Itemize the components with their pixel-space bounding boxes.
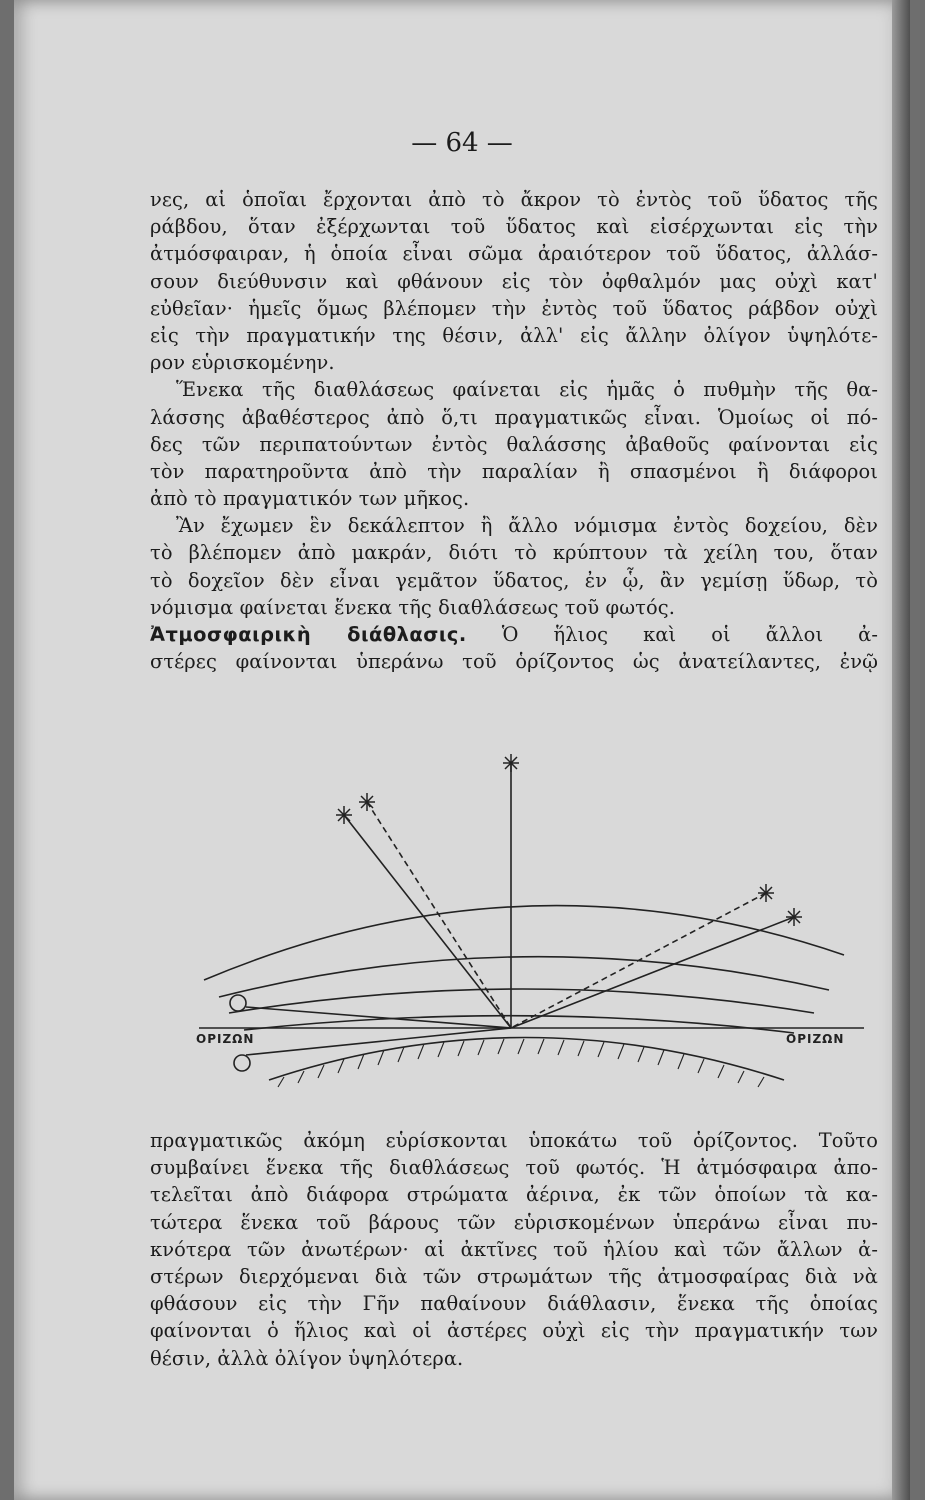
text-line: τελεῖται ἀπὸ διάφορα στρώματα ἀέρινα, ἐκ τῶν ὁποίων τὰ κα- [150, 1183, 878, 1207]
text-line: εἰς τὴν πραγματικήν της θέσιν, ἀλλ' εἰς ἄλλην ὀλίγον ὑψηλότε- [150, 323, 878, 347]
ground-hatching [278, 1039, 764, 1087]
section-heading: Ἀτμοσφαιρικὴ διάθλασις. [150, 623, 467, 646]
sun-true [234, 1055, 250, 1071]
right-apparent-ray [511, 893, 766, 1028]
right-star-true-icon [786, 908, 802, 926]
text-line: φαίνονται ὁ ἥλιος καὶ οἱ ἀστέρες οὐχὶ εἰς τὴν πραγματικήν των [150, 1319, 878, 1343]
stars [336, 754, 802, 926]
sun-ray-upper [246, 1007, 511, 1028]
text-line: λάσσης ἀβαθέστερος ἀπὸ ὅ,τι πραγματικῶς εἶναι. Ὁμοίως οἱ πό- [150, 405, 878, 429]
zenith-star-icon [503, 754, 519, 772]
bottom-text-block [150, 1127, 878, 1372]
right-star-apparent-icon [758, 884, 774, 902]
bottom-paragraph-lines [150, 1127, 878, 1372]
sun-apparent [230, 995, 246, 1011]
text-line: δες τῶν περιπατούντων ἐντὸς θαλάσσης ἀβαθοῦς φαίνονται εἰς [150, 432, 878, 456]
text-line: σουν διεύθυνσιν καὶ φθάνουν εἰς τὸν ὀφθαλμόν μας οὐχὶ κατ' [150, 269, 878, 293]
left-star-true-icon [336, 806, 352, 824]
text-line: Ἕνεκα τῆς διαθλάσεως φαίνεται εἰς ἡμᾶς ὁ πυθμὴν τῆς θα- [176, 378, 878, 402]
text-line: ἀπὸ τὸ πραγματικόν των μῆκος. [150, 487, 470, 511]
text-line: στέρων διερχόμεναι διὰ τῶν στρωμάτων τῆς ἀτμοσφαίρας διὰ νὰ [150, 1264, 878, 1288]
text-line: τὸ δοχεῖον δὲν εἶναι γεμᾶτον ὕδατος, ἐν ᾧ, ἂν γεμίσῃ ὕδωρ, τὸ [150, 568, 878, 592]
text-line: συμβαίνει ἕνεκα τῆς διαθλάσεως τοῦ φωτός. Ἡ ἀτμόσφαιρα ἀπο- [150, 1156, 878, 1180]
text-line: κνότερα τῶν ἀνωτέρων· αἱ ἀκτῖνες τοῦ ἡλίου καὶ τῶν ἄλλων ἀ- [150, 1237, 878, 1261]
right-true-ray [511, 917, 794, 1028]
text-line: φθάσουν εἰς τὴν Γῆν παθαίνουν διάθλασιν, ἕνεκα τῆς ὁποίας [150, 1292, 878, 1316]
heading-line [150, 621, 878, 648]
text-line: ράβδου, ὅταν ἐξέρχωνται τοῦ ὕδατος καὶ εἰσέρχωνται εἰς τὴν [150, 215, 878, 239]
heading-next-line: στέρες φαίνονται ὑπεράνω τοῦ ὁρίζοντος ὡς ἀνατείλαντες, ἐνῷ [150, 650, 878, 674]
left-star-apparent-icon [359, 793, 375, 811]
text-line: ἀτμόσφαιραν, ἡ ὁποία εἶναι σῶμα ἀραιότερον τοῦ ὕδατος, ἀλλάσ- [150, 242, 878, 266]
page-number: — 64 — [411, 128, 513, 158]
atmosphere-arc-2 [219, 957, 829, 997]
refraction-diagram [174, 745, 874, 1100]
text-line: πραγματικῶς ἀκόμη εὑρίσκονται ὑποκάτω τοῦ ὁρίζοντος. Τοῦτο [150, 1129, 878, 1152]
text-line: τὸν παρατηροῦντα ἀπὸ τὴν παραλίαν ἢ σπασμένοι ἢ διάφοροι [150, 459, 878, 483]
text-line: Ἂν ἔχωμεν ἓν δεκάλεπτον ἢ ἄλλο νόμισμα ἐντὸς δοχείου, δὲν [176, 514, 878, 538]
atmosphere-arc-outer [204, 906, 844, 980]
top-text-block [150, 186, 878, 675]
top-paragraph-lines [150, 186, 878, 621]
heading-line-rest: Ὁ ἥλιος καὶ οἱ ἄλλοι ἀ- [466, 623, 879, 646]
text-line: τὸ βλέπομεν ἀπὸ μακράν, διότι τὸ κρύπτουν τὰ χείλη του, ὅταν [150, 541, 878, 565]
atmosphere-arc-3 [229, 989, 814, 1013]
text-line: ρον εὑρισκομένην. [150, 351, 335, 375]
horizon-label-left: ΟΡΙΖΩΝ [196, 1032, 255, 1046]
text-line: εὐθεῖαν· ἡμεῖς ὅμως βλέπομεν τὴν ἐντὸς τοῦ ὕδατος ράβδον οὐχὶ [150, 296, 878, 320]
book-page [14, 0, 910, 1500]
page-spine-shadow [892, 0, 910, 1500]
text-line: τώτερα ἕνεκα τοῦ βάρους τῶν εὑρισκομένων ὑπεράνω εἶναι πυ- [150, 1210, 878, 1234]
earth-surface-arc [269, 1038, 784, 1081]
text-line: νόμισμα φαίνεται ἕνεκα τῆς διαθλάσεως τοῦ φωτός. [150, 595, 675, 619]
text-line: νες, αἱ ὁποῖαι ἔρχονται ἀπὸ τὸ ἄκρον τὸ ἐντὸς τοῦ ὕδατος τῆς [150, 188, 878, 211]
text-line: θέσιν, ἀλλὰ ὀλίγον ὑψηλότερα. [150, 1346, 464, 1370]
horizon-label-right: ΟΡΙΖΩΝ [786, 1032, 845, 1046]
